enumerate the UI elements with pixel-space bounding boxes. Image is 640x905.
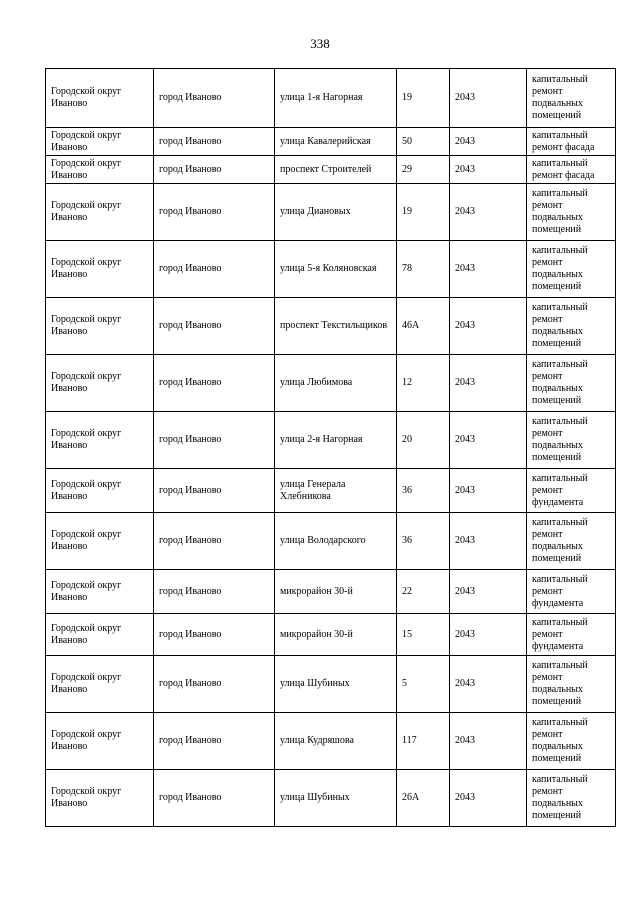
cell-year: 2043 [450,69,527,128]
cell-year: 2043 [450,570,527,614]
table-row [46,713,616,770]
cell-work-type: капитальный ремонт подвальных помещений [527,355,616,412]
cell-work-type: капитальный ремонт подвальных помещений [527,241,616,298]
cell-okrug: Городской округ Иваново [46,614,154,656]
cell-house: 78 [397,241,450,298]
cell-house: 5 [397,656,450,713]
cell-okrug: Городской округ Иваново [46,513,154,570]
cell-city: город Иваново [154,513,275,570]
table-row [46,128,616,156]
table-row [46,184,616,241]
cell-year: 2043 [450,298,527,355]
cell-year: 2043 [450,614,527,656]
cell-street: проспект Текстильщиков [275,298,397,355]
table-row [46,513,616,570]
cell-work-type: капитальный ремонт подвальных помещений [527,184,616,241]
cell-city: город Иваново [154,69,275,128]
cell-year: 2043 [450,128,527,156]
cell-street: улица 1-я Нагорная [275,69,397,128]
cell-year: 2043 [450,184,527,241]
cell-okrug: Городской округ Иваново [46,770,154,827]
cell-city: город Иваново [154,355,275,412]
cell-house: 117 [397,713,450,770]
table-row [46,656,616,713]
cell-work-type: капитальный ремонт подвальных помещений [527,298,616,355]
cell-okrug: Городской округ Иваново [46,355,154,412]
cell-street: улица Кавалерийская [275,128,397,156]
cell-year: 2043 [450,241,527,298]
cell-house: 22 [397,570,450,614]
cell-okrug: Городской округ Иваново [46,298,154,355]
cell-city: город Иваново [154,298,275,355]
cell-street: улица Генерала Хлебникова [275,469,397,513]
table-row [46,69,616,128]
cell-house: 12 [397,355,450,412]
cell-okrug: Городской округ Иваново [46,570,154,614]
cell-city: город Иваново [154,156,275,184]
cell-work-type: капитальный ремонт фасада [527,156,616,184]
cell-house: 26А [397,770,450,827]
cell-city: город Иваново [154,469,275,513]
cell-work-type: капитальный ремонт подвальных помещений [527,713,616,770]
cell-street: проспект Строителей [275,156,397,184]
cell-city: город Иваново [154,656,275,713]
cell-year: 2043 [450,469,527,513]
cell-street: улица 2-я Нагорная [275,412,397,469]
cell-house: 15 [397,614,450,656]
cell-city: город Иваново [154,412,275,469]
cell-street: улица Диановых [275,184,397,241]
table-row [46,355,616,412]
cell-street: улица Шубиных [275,770,397,827]
cell-okrug: Городской округ Иваново [46,656,154,713]
cell-work-type: капитальный ремонт фундамента [527,614,616,656]
table-row [46,298,616,355]
cell-year: 2043 [450,713,527,770]
cell-city: город Иваново [154,241,275,298]
cell-city: город Иваново [154,713,275,770]
cell-work-type: капитальный ремонт подвальных помещений [527,656,616,713]
cell-okrug: Городской округ Иваново [46,69,154,128]
page-number: 338 [310,36,330,51]
cell-okrug: Городской округ Иваново [46,184,154,241]
cell-house: 29 [397,156,450,184]
cell-year: 2043 [450,656,527,713]
cell-house: 19 [397,184,450,241]
table-row [46,412,616,469]
cell-street: улица Любимова [275,355,397,412]
table-row [46,770,616,827]
table-row [46,570,616,614]
cell-house: 50 [397,128,450,156]
cell-street: улица Кудряшова [275,713,397,770]
cell-year: 2043 [450,513,527,570]
cell-work-type: капитальный ремонт подвальных помещений [527,69,616,128]
table-row [46,156,616,184]
cell-city: город Иваново [154,614,275,656]
cell-okrug: Городской округ Иваново [46,241,154,298]
table-row [46,614,616,656]
cell-house: 20 [397,412,450,469]
cell-year: 2043 [450,412,527,469]
cell-okrug: Городской округ Иваново [46,128,154,156]
cell-street: улица 5-я Коляновская [275,241,397,298]
cell-year: 2043 [450,770,527,827]
table-row [46,241,616,298]
cell-street: микрорайон 30-й [275,570,397,614]
cell-okrug: Городской округ Иваново [46,713,154,770]
cell-city: город Иваново [154,770,275,827]
cell-house: 36 [397,513,450,570]
cell-okrug: Городской округ Иваново [46,412,154,469]
cell-okrug: Городской округ Иваново [46,469,154,513]
cell-house: 19 [397,69,450,128]
cell-house: 36 [397,469,450,513]
cell-okrug: Городской округ Иваново [46,156,154,184]
cell-street: улица Шубиных [275,656,397,713]
cell-work-type: капитальный ремонт подвальных помещений [527,513,616,570]
cell-street: микрорайон 30-й [275,614,397,656]
cell-work-type: капитальный ремонт фундамента [527,469,616,513]
cell-city: город Иваново [154,184,275,241]
cell-city: город Иваново [154,128,275,156]
cell-city: город Иваново [154,570,275,614]
repair-schedule-table [45,68,616,827]
cell-house: 46А [397,298,450,355]
cell-work-type: капитальный ремонт подвальных помещений [527,412,616,469]
cell-year: 2043 [450,355,527,412]
cell-work-type: капитальный ремонт фундамента [527,570,616,614]
cell-work-type: капитальный ремонт подвальных помещений [527,770,616,827]
cell-work-type: капитальный ремонт фасада [527,128,616,156]
table-row [46,469,616,513]
cell-year: 2043 [450,156,527,184]
cell-street: улица Володарского [275,513,397,570]
